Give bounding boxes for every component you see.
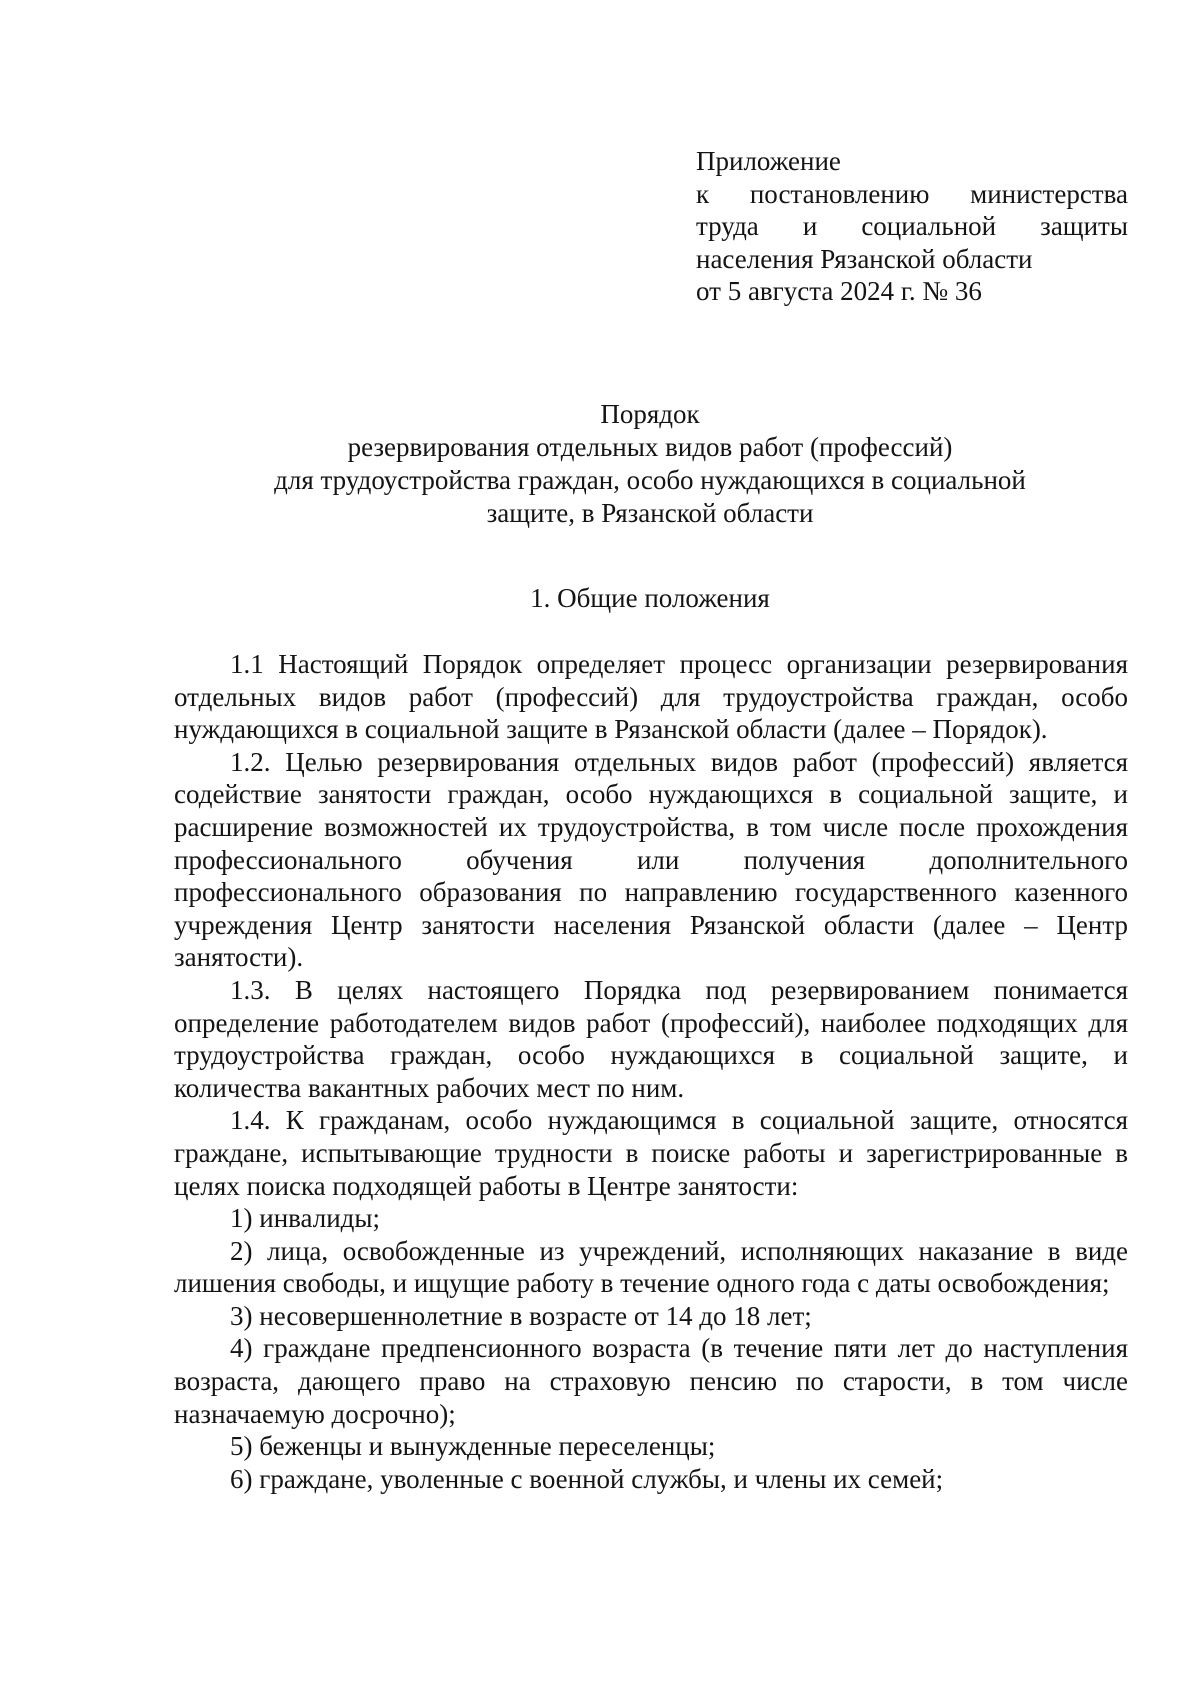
appendix-reference: к постановлению министерства <box>696 178 1128 209</box>
appendix-block <box>696 145 1128 308</box>
appendix-ministry: труда и социальной защиты <box>696 211 1128 241</box>
appendix-label: Приложение <box>696 146 841 176</box>
paragraph-1-4: 1.4. К гражданам, особо нуждающимся в социальной защите, относятся граждане, испытывающие трудности в поиске работы и зарегистрированные в целях поиска подходящей работы в Центре занятости: <box>174 1105 1128 1201</box>
appendix-region: населения Рязанской области <box>696 243 1033 274</box>
list-item-1: 1) инвалиды; <box>230 1203 381 1234</box>
paragraph-1-3: 1.3. В целях настоящего Порядка под резервированием понимается определение работодателем видов работ (профессий), наиболее подходящих для трудоустройства граждан, особо нуждающихся в социальной защите, и количества вакантных рабочих мест по ним. <box>174 974 1128 1103</box>
list-item-6: 6) граждане, уволенные с военной службы, и члены их семей; <box>230 1463 944 1494</box>
section-body <box>174 648 1128 1495</box>
appendix-date-number: от 5 августа 2024 г. № 36 <box>696 276 982 306</box>
list-item-4: 4) граждане предпенсионного возраста (в течение пяти лет до наступления возраста, дающего право на страховую пенсию по старости, в том числе назначаемую досрочно); <box>174 1333 1128 1429</box>
title-line-4: защите, в Рязанской области <box>486 498 814 528</box>
title-line-3: для трудоустройства граждан, особо нуждающихся в социальной <box>274 465 1026 495</box>
section-heading: 1. Общие положения <box>530 583 770 613</box>
title-line-2: резервирования отдельных видов работ (профессий) <box>347 432 953 462</box>
paragraph-1-2: 1.2. Целью резервирования отдельных видов работ (профессий) является содействие занятости граждан, особо нуждающихся в социальной защите, и расширение возможностей их трудоустройства, в том числе после прохождения профессионального обучения или получения дополнительного профессионального образования по направлению государственного казенного учреждения Центр занятости населения Рязанской области (далее – Центр занятости). <box>174 746 1128 973</box>
list-item-3: 3) несовершеннолетние в возрасте от 14 до 18 лет; <box>230 1300 812 1331</box>
title-line-1: Порядок <box>600 399 700 429</box>
document-title <box>170 398 1130 530</box>
list-item-2: 2) лица, освобожденные из учреждений, исполняющих наказание в виде лишения свободы, и ищущие работу в течение одного года с даты освобождения; <box>174 1235 1128 1299</box>
list-item-5: 5) беженцы и вынужденные переселенцы; <box>230 1431 716 1462</box>
paragraph-1-1: 1.1 Настоящий Порядок определяет процесс организации резервирования отдельных видов работ (профессий) для трудоустройства граждан, особо нуждающихся в социальной защите в Рязанской области (далее – Порядок). <box>174 649 1128 745</box>
